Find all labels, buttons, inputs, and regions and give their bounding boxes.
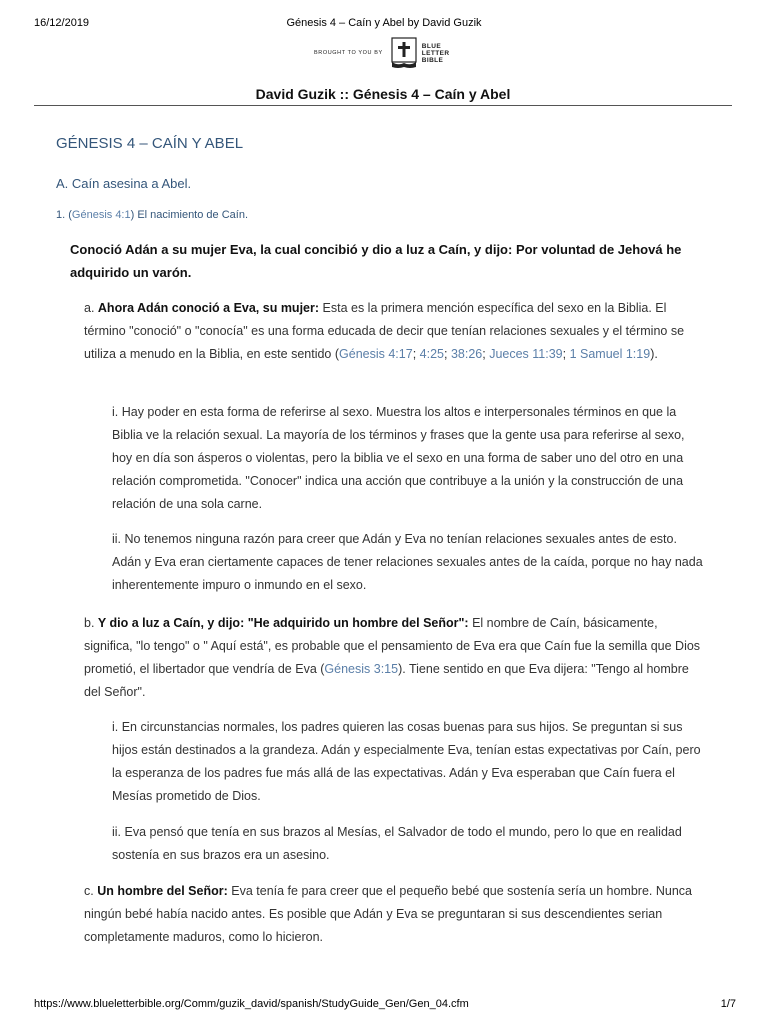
footer-url[interactable]: https://www.blueletterbible.org/Comm/guzik_david/spanish/StudyGuide_Gen/Gen_04.cfm <box>34 998 469 1010</box>
ref-link-genesis-3-15[interactable]: Génesis 3:15 <box>324 662 399 676</box>
paragraph-b-end: ). Tiene sentido en que Eva dijera: "Tengo al hombre del Señor". <box>84 662 689 699</box>
ref-separator: ; <box>444 347 451 361</box>
item-title-prefix: 1. ( <box>56 209 72 221</box>
paragraph-a-i: i. Hay poder en esta forma de referirse al sexo. Muestra los altos e interpersonales términos en que la Biblia ve la relación sexual. La mayoría de los términos y frases que la gente usa para referirse al sexo, hoy en día son ásperos o violentas, pero la biblia ve el sexo en una forma de saber uno del otro en una relación comprometida. "Conocer" indica una acción que contribuye a la unión y la construcción de una relación de una sola carne. <box>112 405 685 511</box>
paragraph-a-bold: Ahora Adán conoció a Eva, su mujer: <box>97 301 320 315</box>
item-title <box>56 209 248 221</box>
item-title-ref-link[interactable]: Génesis 4:1 <box>71 209 131 221</box>
paragraph-a-text: Esta es la primera mención específica del sexo en la Biblia. El término "conoció" o "conocía" es una forma educada de decir que tenían relaciones sexuales y el término se utiliza a menudo en la Biblia, en este sentido ( <box>84 301 685 361</box>
paragraph-c <box>84 880 704 949</box>
ref-link-38-26[interactable]: 38:26 <box>450 347 483 361</box>
brand-line-3: BIBLE <box>421 56 444 64</box>
heading-divider <box>34 105 732 106</box>
paragraph-b-i: i. En circunstancias normales, los padres quieren las cosas buenas para sus hijos. Se preguntan si sus hijos están destinados a la grandeza. Adán y especialmente Eva, tenían estas expectativas por Caín, pero la esperanza de los padres fue más allá de las expectativas. Adán y Eva esperaban que Caín fuera el Mesías prometido de Dios. <box>112 720 701 803</box>
paragraph-a-prefix: a. <box>84 301 98 315</box>
paragraph-a-ii: ii. No tenemos ninguna razón para creer que Adán y Eva no tenían relaciones sexuales antes de esto. Adán y Eva eran ciertamente capaces de tener relaciones sexuales antes de la caída, porque no hay nada inherentemente impuro o inmundo en el sexo. <box>112 532 703 592</box>
paragraph-a-end: ). <box>650 347 658 361</box>
ref-separator: ; <box>412 347 420 361</box>
ref-link-jueces-11-39[interactable]: Jueces 11:39 <box>489 347 563 361</box>
paragraph-b-ii: ii. Eva pensó que tenía en sus brazos al Mesías, el Salvador de todo el mundo, pero lo que en realidad sostenía en sus brazos era un asesino. <box>112 825 682 862</box>
paragraph-b-prefix: b. <box>84 616 98 630</box>
page-heading: David Guzik :: Génesis 4 – Caín y Abel <box>255 86 511 102</box>
section-title: A. Caín asesina a Abel. <box>56 176 192 191</box>
print-date: 16/12/2019 <box>34 17 90 29</box>
paragraph-c-prefix: c. <box>84 884 98 898</box>
item-title-suffix: ) El nacimiento de Caín. <box>130 209 248 221</box>
brand-name <box>422 43 450 64</box>
ref-link-1-samuel-1-19[interactable]: 1 Samuel 1:19 <box>569 347 651 361</box>
paragraph-c-bold: Un hombre del Señor: <box>97 884 228 898</box>
print-header <box>0 0 768 30</box>
chapter-title: GÉNESIS 4 – CAÍN Y ABEL <box>56 135 244 152</box>
ref-separator: ; <box>482 347 490 361</box>
paragraph-b-text: El nombre de Caín, básicamente, significa, "lo tengo" o " Aquí está", es probable que el pensamiento de Eva era que Caín fue la semilla que Dios prometió, el libertador que vendría de Eva ( <box>84 616 701 676</box>
ref-link-4-25[interactable]: 4:25 <box>419 347 444 361</box>
ref-separator: ; <box>562 347 570 361</box>
paragraph-b <box>84 612 704 704</box>
footer-page-number: 1/7 <box>720 998 736 1010</box>
ref-link-genesis-4-17[interactable]: Génesis 4:17 <box>339 347 413 361</box>
print-title: Génesis 4 – Caín y Abel by David Guzik <box>286 17 482 29</box>
brought-to-you-label: BROUGHT TO YOU BY <box>314 50 383 56</box>
bible-book-icon <box>391 37 417 69</box>
paragraph-c-text: Eva tenía fe para creer que el pequeño bebé que sostenía sería un hombre. Nunca ningún bebé había nacido antes. Es posible que Adán y Eva se preguntaran si sus descendientes serian completamente maduros, como lo hicieron. <box>84 884 692 944</box>
scripture-verse: Conoció Adán a su mujer Eva, la cual concibió y dio a luz a Caín, y dijo: Por voluntad de Jehová he adquirido un varón. <box>70 242 682 280</box>
print-footer <box>0 990 768 1024</box>
paragraph-b-bold: Y dio a luz a Caín, y dijo: "He adquirido un hombre del Señor": <box>97 616 469 630</box>
paragraph-a <box>84 297 704 366</box>
brand-line-2: LETTER <box>421 49 450 57</box>
brand-line-1: BLUE <box>421 42 442 50</box>
brand-banner[interactable] <box>314 36 449 70</box>
